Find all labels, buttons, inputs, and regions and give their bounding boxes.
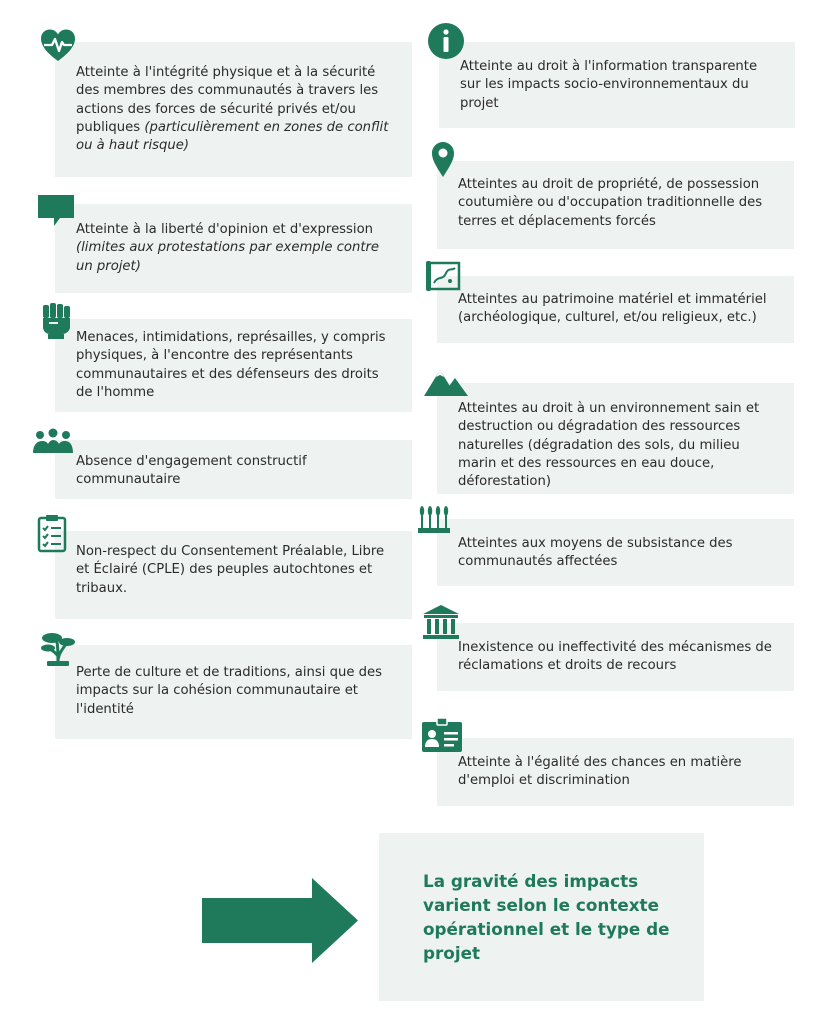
right-card-3-text: Atteintes au patrimoine matériel et immatériel (archéologique, culturel, et/ou religieux, etc.) xyxy=(458,292,767,326)
left-card-4 xyxy=(55,440,412,499)
right-card-4 xyxy=(437,383,794,494)
right-card-7-text: Atteinte à l'égalité des chances en matière d'emploi et discrimination xyxy=(458,755,742,789)
right-card-2-text: Atteintes au droit de propriété, de possession coutumière ou d'occupation traditionnelle des terres et déplacements forcés xyxy=(458,177,763,229)
bonsai-tree-icon xyxy=(38,628,78,668)
right-card-4-text: Atteintes au droit à un environnement sain et destruction ou dégradation des ressources naturelles (dégradation des sols, du milieu marin et des ressources en eau douce, déforestation) xyxy=(458,401,760,490)
left-card-3 xyxy=(55,319,412,412)
left-card-1 xyxy=(55,42,412,177)
right-card-5 xyxy=(437,519,794,586)
right-card-5-text: Atteintes aux moyens de subsistance des communautés affectées xyxy=(458,536,733,570)
right-card-7 xyxy=(437,738,794,806)
left-card-2-text: Atteinte à la liberté d'opinion et d'expression (limites aux protestations par exemple contre un projet) xyxy=(76,222,380,274)
scroll-map-icon xyxy=(423,257,463,297)
right-card-6-text: Inexistence ou ineffectivité des mécanismes de réclamations et droits de recours xyxy=(458,640,772,674)
mountains-icon xyxy=(422,364,470,398)
institution-building-icon xyxy=(421,602,461,642)
raised-fist-icon xyxy=(36,301,76,341)
left-card-6 xyxy=(55,645,412,739)
left-card-5 xyxy=(55,531,412,619)
left-card-2 xyxy=(55,204,412,293)
community-group-icon xyxy=(31,420,75,464)
left-card-5-text: Non-respect du Consentement Préalable, Libre et Éclairé (CPLE) des peuples autochtones et tribaux. xyxy=(76,544,385,596)
left-card-4-text: Absence d'engagement constructif communautaire xyxy=(76,454,307,488)
right-card-6 xyxy=(437,623,794,691)
right-arrow-icon xyxy=(202,878,358,963)
left-card-1-text: Atteinte à l'intégrité physique et à la sécurité des membres des communautés à travers les actions des forces de sécurité privés et/ou publiques (particulièrement en zones de conflit ou à haut risque) xyxy=(76,65,389,154)
clipboard-checklist-icon xyxy=(33,513,73,553)
right-card-1 xyxy=(439,42,795,128)
left-card-6-text: Perte de culture et de traditions, ainsi que des impacts sur la cohésion communautaire et l'identité xyxy=(76,665,383,717)
right-card-1-text: Atteinte au droit à l'information transparente sur les impacts socio-environnementaux du projet xyxy=(460,59,758,111)
id-badge-icon xyxy=(420,715,464,755)
right-card-2 xyxy=(437,161,794,249)
conclusion-text: La gravité des impacts varient selon le contexte opérationnel et le type de projet xyxy=(423,871,670,963)
speech-bubble-icon xyxy=(36,192,76,232)
right-card-3 xyxy=(437,276,794,343)
conclusion-box xyxy=(379,833,704,1001)
map-pin-icon xyxy=(423,139,463,179)
wheat-crops-icon xyxy=(416,503,452,539)
left-card-3-text: Menaces, intimidations, représailles, y compris physiques, à l'encontre des représentants communautaires et des défenseurs des droits de l'homme xyxy=(76,330,386,400)
info-icon xyxy=(426,21,466,61)
heart-pulse-icon xyxy=(38,26,78,66)
